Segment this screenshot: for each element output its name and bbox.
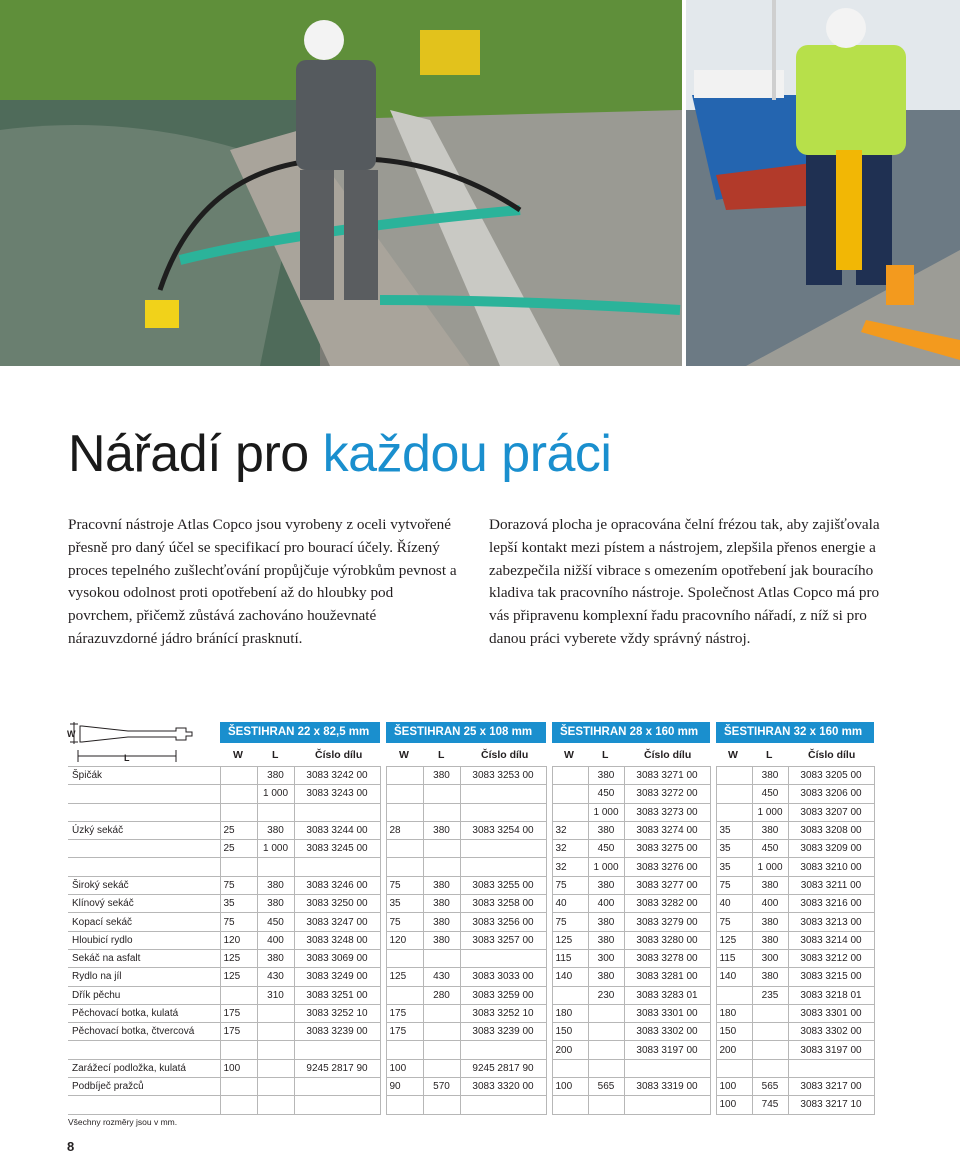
width-cell [386,949,423,967]
width-cell: 100 [220,1059,257,1077]
part-number-cell: 3083 3197 00 [788,1041,874,1059]
width-cell [716,803,752,821]
length-cell [257,1096,294,1114]
length-cell: 430 [423,968,460,986]
length-cell: 380 [257,767,294,785]
length-cell: 565 [752,1078,788,1096]
length-cell: 380 [752,876,788,894]
part-number-cell: 3083 3250 00 [294,895,380,913]
table-row [68,1023,874,1041]
col-header-w: W [564,749,574,761]
part-number-cell: 3083 3033 00 [460,968,546,986]
width-cell [716,986,752,1004]
width-cell: 115 [552,949,588,967]
parts-table-body [68,767,874,1115]
part-number-cell: 3083 3301 00 [788,1004,874,1022]
length-cell [423,1059,460,1077]
length-cell: 310 [257,986,294,1004]
length-cell: 380 [257,876,294,894]
diagram-label-w: W [67,729,76,739]
width-cell: 32 [552,821,588,839]
part-number-cell: 3083 3217 00 [788,1078,874,1096]
col-header-part-number: Číslo dílu [808,749,856,761]
part-number-cell: 3083 3280 00 [624,931,710,949]
length-cell [257,803,294,821]
group-header-hex32: ŠESTIHRAN 32 x 160 mm [716,722,874,743]
width-cell: 140 [552,968,588,986]
part-number-cell: 3083 3275 00 [624,840,710,858]
width-cell: 150 [552,1023,588,1041]
length-cell [588,1096,624,1114]
width-cell [386,803,423,821]
width-cell: 75 [386,876,423,894]
part-number-cell [460,803,546,821]
table-row [68,821,874,839]
tool-name-cell [68,785,220,803]
part-number-cell: 3083 3212 00 [788,949,874,967]
width-cell [716,767,752,785]
group-header-hex25: ŠESTIHRAN 25 x 108 mm [386,722,546,743]
col-header-l: L [272,749,279,761]
tool-name-cell: Úzký sekáč [68,821,220,839]
tool-name-cell: Kopací sekáč [68,913,220,931]
col-header-l: L [438,749,445,761]
length-cell: 380 [588,767,624,785]
length-cell: 300 [588,949,624,967]
width-cell: 90 [386,1078,423,1096]
length-cell [752,1004,788,1022]
tool-name-cell: Pěchovací botka, čtvercová [68,1023,220,1041]
part-number-cell: 3083 3206 00 [788,785,874,803]
width-cell: 40 [552,895,588,913]
tool-name-cell: Špičák [68,767,220,785]
width-cell [220,858,257,876]
width-cell [220,785,257,803]
length-cell [423,858,460,876]
part-number-cell: 3083 3242 00 [294,767,380,785]
width-cell [220,767,257,785]
width-cell: 75 [386,913,423,931]
col-header-part-number: Číslo dílu [644,749,692,761]
length-cell: 380 [752,931,788,949]
table-row [68,913,874,931]
table-row [68,767,874,785]
width-cell: 100 [386,1059,423,1077]
part-number-cell: 3083 3319 00 [624,1078,710,1096]
part-number-cell: 3083 3205 00 [788,767,874,785]
width-cell: 180 [552,1004,588,1022]
part-number-cell: 3083 3243 00 [294,785,380,803]
tool-name-cell: Podbíječ pražců [68,1078,220,1096]
width-cell: 150 [716,1023,752,1041]
width-cell: 25 [220,821,257,839]
width-cell [552,785,588,803]
width-cell: 35 [716,858,752,876]
width-cell [552,803,588,821]
part-number-cell: 3083 3254 00 [460,821,546,839]
length-cell: 380 [752,821,788,839]
length-cell: 230 [588,986,624,1004]
part-number-cell [294,1078,380,1096]
part-number-cell: 3083 3069 00 [294,949,380,967]
page-title-part1: Nářadí pro [68,425,309,483]
part-number-cell: 3083 3239 00 [460,1023,546,1041]
tool-name-cell: Dřík pěchu [68,986,220,1004]
table-row [68,785,874,803]
length-cell: 570 [423,1078,460,1096]
table-row [68,968,874,986]
width-cell: 28 [386,821,423,839]
length-cell [588,1023,624,1041]
photo-worker-at-water-channel [0,0,682,366]
chisel-dimension-diagram [68,720,218,764]
photo-worker-at-harbor [686,0,960,366]
width-cell: 40 [716,895,752,913]
length-cell [257,1078,294,1096]
width-cell [552,986,588,1004]
table-row [68,876,874,894]
part-number-cell: 3083 3276 00 [624,858,710,876]
width-cell [220,1078,257,1096]
part-number-cell: 3083 3251 00 [294,986,380,1004]
tool-name-cell: Široký sekáč [68,876,220,894]
page-title-part2: každou práci [322,425,612,483]
width-cell [220,986,257,1004]
tool-name-cell: Klínový sekáč [68,895,220,913]
width-cell: 35 [386,895,423,913]
col-header-l: L [602,749,609,761]
length-cell [423,803,460,821]
length-cell [423,1041,460,1059]
length-cell: 280 [423,986,460,1004]
part-number-cell: 3083 3302 00 [624,1023,710,1041]
part-number-cell: 3083 3277 00 [624,876,710,894]
length-cell: 380 [257,821,294,839]
length-cell [423,1004,460,1022]
part-number-cell [460,858,546,876]
length-cell: 400 [588,895,624,913]
table-row [68,1004,874,1022]
part-number-cell: 3083 3257 00 [460,931,546,949]
length-cell [423,1096,460,1114]
part-number-cell: 3083 3320 00 [460,1078,546,1096]
part-number-cell: 3083 3282 00 [624,895,710,913]
group-header-hex28: ŠESTIHRAN 28 x 160 mm [552,722,710,743]
tool-name-cell [68,1041,220,1059]
part-number-cell: 3083 3249 00 [294,968,380,986]
width-cell: 75 [552,876,588,894]
part-number-cell [460,1096,546,1114]
length-cell: 1 000 [752,803,788,821]
col-header-l: L [766,749,773,761]
width-cell: 175 [386,1023,423,1041]
width-cell [220,803,257,821]
width-cell: 120 [220,931,257,949]
width-cell: 35 [716,840,752,858]
part-number-cell: 3083 3218 01 [788,986,874,1004]
table-row [68,1059,874,1077]
length-cell [423,1023,460,1041]
part-number-cell: 3083 3259 00 [460,986,546,1004]
diagram-label-l: L [124,753,130,763]
length-cell [423,949,460,967]
part-number-cell [294,1041,380,1059]
width-cell [716,1059,752,1077]
width-cell: 200 [552,1041,588,1059]
tool-name-cell [68,858,220,876]
tool-name-cell [68,803,220,821]
col-header-part-number: Číslo dílu [481,749,529,761]
col-header-w: W [399,749,409,761]
part-number-cell: 9245 2817 90 [294,1059,380,1077]
length-cell: 565 [588,1078,624,1096]
part-number-cell: 3083 3248 00 [294,931,380,949]
width-cell [220,1041,257,1059]
width-cell: 75 [716,876,752,894]
part-number-cell [294,1096,380,1114]
part-number-cell: 3083 3302 00 [788,1023,874,1041]
length-cell: 380 [752,913,788,931]
width-cell: 120 [386,931,423,949]
part-number-cell: 3083 3274 00 [624,821,710,839]
part-number-cell: 3083 3258 00 [460,895,546,913]
width-cell: 115 [716,949,752,967]
table-row [68,895,874,913]
width-cell: 100 [716,1078,752,1096]
photo-left-illustration [0,0,682,366]
table-row [68,1078,874,1096]
group-header-hex22: ŠESTIHRAN 22 x 82,5 mm [220,722,380,743]
length-cell: 380 [257,895,294,913]
tool-name-cell [68,1096,220,1114]
length-cell: 1 000 [752,858,788,876]
width-cell: 75 [220,913,257,931]
part-number-cell: 3083 3197 00 [624,1041,710,1059]
table-row [68,1096,874,1114]
tool-name-cell: Pěchovací botka, kulatá [68,1004,220,1022]
part-number-cell: 3083 3255 00 [460,876,546,894]
width-cell: 35 [220,895,257,913]
width-cell [716,785,752,803]
part-number-cell [294,803,380,821]
length-cell: 380 [588,821,624,839]
width-cell: 25 [220,840,257,858]
table-row [68,931,874,949]
intro-paragraph-right: Dorazová plocha je opracována čelní frézou tak, aby zajišťovala lepší kontakt mezi pístem a nástrojem, zlepšila přenos energie a zabezpečila nižší vibrace s omezením opotřebení jak bouracího kladiva tak pracovního nástroje. Společnost Atlas Copco má pro vás připravenu komplexní řadu pracovního nářadí, z níž si pro danou práci vyberete vždy správný nástroj. [489,516,880,647]
length-cell: 1 000 [588,803,624,821]
part-number-cell: 3083 3209 00 [788,840,874,858]
width-cell [386,858,423,876]
part-number-cell: 9245 2817 90 [460,1059,546,1077]
part-number-cell: 3083 3283 01 [624,986,710,1004]
length-cell [588,1041,624,1059]
part-number-cell: 3083 3216 00 [788,895,874,913]
length-cell [752,1023,788,1041]
length-cell: 380 [423,895,460,913]
dimensions-footnote: Všechny rozměry jsou v mm. [68,1117,178,1127]
part-number-cell: 3083 3281 00 [624,968,710,986]
part-number-cell: 3083 3252 10 [294,1004,380,1022]
part-number-cell: 3083 3246 00 [294,876,380,894]
length-cell: 380 [588,968,624,986]
length-cell [423,785,460,803]
part-number-cell: 3083 3215 00 [788,968,874,986]
width-cell: 100 [552,1078,588,1096]
length-cell: 380 [257,949,294,967]
part-number-cell: 3083 3247 00 [294,913,380,931]
part-number-cell: 3083 3210 00 [788,858,874,876]
tool-name-cell: Zarážecí podložka, kulatá [68,1059,220,1077]
part-number-cell: 3083 3208 00 [788,821,874,839]
part-number-cell: 3083 3207 00 [788,803,874,821]
length-cell: 380 [423,913,460,931]
length-cell: 380 [752,767,788,785]
table-row [68,840,874,858]
part-number-cell [624,1059,710,1077]
length-cell: 380 [588,913,624,931]
width-cell: 200 [716,1041,752,1059]
part-number-cell: 3083 3245 00 [294,840,380,858]
length-cell [423,840,460,858]
length-cell [588,1004,624,1022]
width-cell: 175 [220,1004,257,1022]
length-cell: 1 000 [588,858,624,876]
tool-name-cell [68,840,220,858]
table-row [68,1041,874,1059]
length-cell: 400 [257,931,294,949]
length-cell: 450 [588,785,624,803]
length-cell: 400 [752,895,788,913]
part-number-cell: 3083 3256 00 [460,913,546,931]
length-cell: 450 [588,840,624,858]
length-cell: 430 [257,968,294,986]
part-number-cell: 3083 3252 10 [460,1004,546,1022]
width-cell: 35 [716,821,752,839]
length-cell: 1 000 [257,840,294,858]
length-cell: 745 [752,1096,788,1114]
width-cell [552,1059,588,1077]
length-cell: 380 [423,767,460,785]
part-number-cell: 3083 3211 00 [788,876,874,894]
parts-table [68,766,875,1115]
part-number-cell [460,785,546,803]
width-cell: 125 [386,968,423,986]
width-cell: 125 [220,968,257,986]
width-cell: 125 [220,949,257,967]
length-cell: 380 [423,821,460,839]
col-header-w: W [233,749,243,761]
width-cell [220,1096,257,1114]
part-number-cell: 3083 3217 10 [788,1096,874,1114]
part-number-cell: 3083 3213 00 [788,913,874,931]
length-cell [752,1041,788,1059]
table-row [68,803,874,821]
width-cell [386,840,423,858]
intro-paragraph-left: Pracovní nástroje Atlas Copco jsou vyrobeny z oceli vytvořené přesně pro daný účel se specifikací pro bourací účely. Řízený proces tepelného zušlechťování propůjčuje výrobkům pevnost a vysokou odolnost proti opotřebení až do hloubky pod povrchem, přičemž zůstává zachováno houževnaté nárazuvzdorné jádro bránící prasknutí. [68,516,457,647]
table-row [68,986,874,1004]
length-cell: 450 [257,913,294,931]
length-cell: 380 [423,876,460,894]
width-cell: 75 [220,876,257,894]
width-cell: 32 [552,840,588,858]
page-title [68,424,611,484]
part-number-cell [460,840,546,858]
tool-name-cell: Rydlo na jíl [68,968,220,986]
length-cell [257,1041,294,1059]
tool-name-cell: Hloubicí rydlo [68,931,220,949]
length-cell: 380 [423,931,460,949]
part-number-cell: 3083 3272 00 [624,785,710,803]
length-cell: 380 [588,876,624,894]
part-number-cell: 3083 3273 00 [624,803,710,821]
width-cell [386,986,423,1004]
width-cell: 175 [386,1004,423,1022]
length-cell: 235 [752,986,788,1004]
table-row [68,858,874,876]
length-cell [257,1004,294,1022]
length-cell: 1 000 [257,785,294,803]
length-cell [257,858,294,876]
col-header-part-number: Číslo dílu [315,749,363,761]
width-cell: 32 [552,858,588,876]
width-cell: 75 [552,913,588,931]
length-cell: 380 [588,931,624,949]
part-number-cell: 3083 3244 00 [294,821,380,839]
width-cell: 180 [716,1004,752,1022]
width-cell: 100 [716,1096,752,1114]
width-cell [386,767,423,785]
part-number-cell [460,1041,546,1059]
part-number-cell [624,1096,710,1114]
part-number-cell [788,1059,874,1077]
part-number-cell [460,949,546,967]
part-number-cell: 3083 3239 00 [294,1023,380,1041]
width-cell: 125 [716,931,752,949]
photo-right-illustration [686,0,960,366]
width-cell: 175 [220,1023,257,1041]
length-cell: 450 [752,785,788,803]
length-cell [257,1059,294,1077]
length-cell [752,1059,788,1077]
table-row [68,949,874,967]
col-header-w: W [728,749,738,761]
width-cell [386,1096,423,1114]
length-cell: 450 [752,840,788,858]
part-number-cell [294,858,380,876]
page-number: 8 [67,1139,75,1154]
length-cell [257,1023,294,1041]
width-cell [386,1041,423,1059]
width-cell: 125 [552,931,588,949]
part-number-cell: 3083 3214 00 [788,931,874,949]
part-number-cell: 3083 3301 00 [624,1004,710,1022]
length-cell: 380 [752,968,788,986]
part-number-cell: 3083 3271 00 [624,767,710,785]
part-number-cell: 3083 3278 00 [624,949,710,967]
tool-name-cell: Sekáč na asfalt [68,949,220,967]
width-cell: 140 [716,968,752,986]
length-cell: 300 [752,949,788,967]
width-cell [552,767,588,785]
width-cell [552,1096,588,1114]
part-number-cell: 3083 3253 00 [460,767,546,785]
width-cell [386,785,423,803]
width-cell: 75 [716,913,752,931]
part-number-cell: 3083 3279 00 [624,913,710,931]
length-cell [588,1059,624,1077]
